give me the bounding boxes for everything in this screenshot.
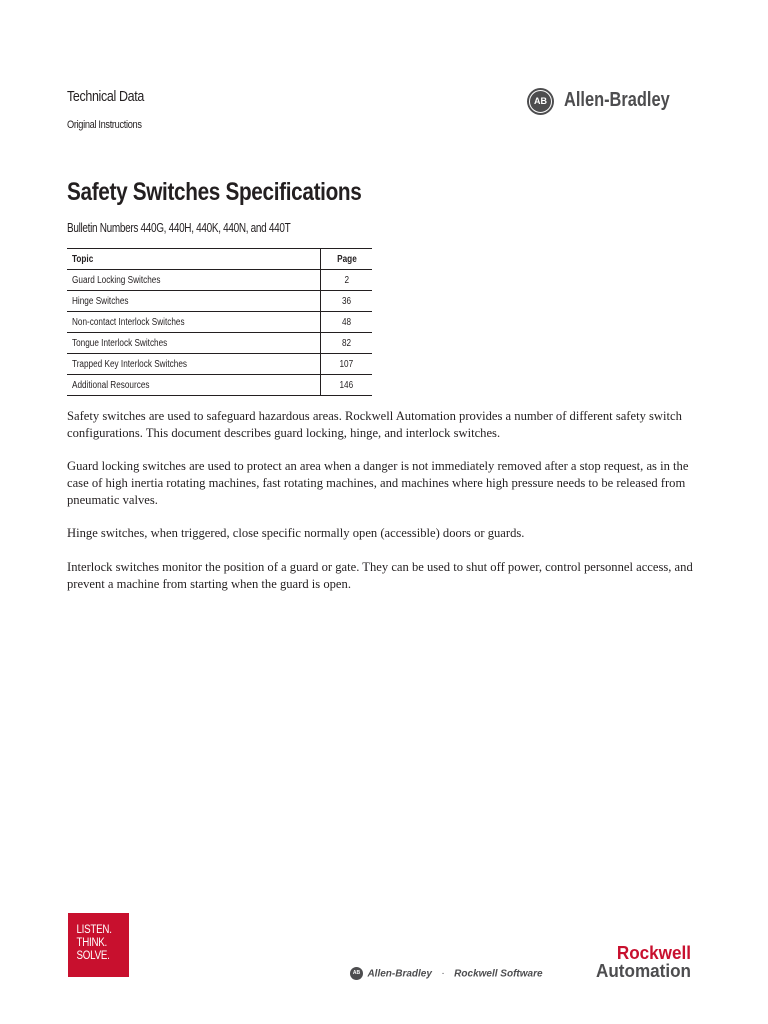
toc-row[interactable] xyxy=(67,312,372,333)
ab-badge-ring xyxy=(529,90,552,113)
slogan-line: SOLVE. xyxy=(76,950,110,962)
toc-page[interactable]: 48 xyxy=(321,312,373,333)
footer-brands xyxy=(350,965,543,981)
intro-paragraph: Safety switches are used to safeguard hazardous areas. Rockwell Automation provides a number of different safety switch configurations. This document describes guard locking, hinge, and interlock switches. xyxy=(67,409,682,440)
document-type: Technical Data xyxy=(67,89,144,105)
toc-topic[interactable]: Additional Resources xyxy=(67,375,321,396)
rockwell-automation-logo xyxy=(557,944,691,980)
slogan-line: LISTEN. xyxy=(76,924,112,936)
footer-separator: · xyxy=(441,968,445,980)
allen-bradley-logo xyxy=(527,86,697,118)
toc-topic[interactable]: Guard Locking Switches xyxy=(67,270,321,291)
toc-page[interactable]: 2 xyxy=(321,270,373,291)
document-subtype: Original Instructions xyxy=(67,119,142,131)
ab-badge-icon: AB xyxy=(350,967,363,980)
company-name-line-1: Rockwell xyxy=(616,943,691,963)
hinge-paragraph: Hinge switches, when triggered, close specific normally open (accessible) doors or guards. xyxy=(67,526,525,540)
company-name-line-2: Automation xyxy=(596,961,691,981)
page-title: Safety Switches Specifications xyxy=(67,178,362,206)
footer-brand-rockwell-software: Rockwell Software xyxy=(454,968,543,980)
toc-row[interactable] xyxy=(67,333,372,354)
toc-topic[interactable]: Hinge Switches xyxy=(67,291,321,312)
bulletin-numbers: Bulletin Numbers 440G, 440H, 440K, 440N, and 440T xyxy=(67,221,291,235)
guard-locking-paragraph: Guard locking switches are used to protect an area when a danger is not immediately removed after a stop request, as in the case of high inertia rotating machines, fast rotating machines, and machines where high pressure needs to be released from pneumatic valves. xyxy=(67,459,689,507)
toc-page[interactable]: 107 xyxy=(321,354,373,375)
table-of-contents xyxy=(67,248,372,396)
slogan-line: THINK. xyxy=(76,937,108,949)
toc-header-topic: Topic xyxy=(67,249,321,270)
toc-row[interactable] xyxy=(67,270,372,291)
toc-page[interactable]: 36 xyxy=(321,291,373,312)
toc-row[interactable] xyxy=(67,375,372,396)
ab-badge-text: AB xyxy=(534,96,547,106)
interlock-paragraph: Interlock switches monitor the position of a guard or gate. They can be used to shut off power, control personnel access, and prevent a machine from starting when the guard is open. xyxy=(67,560,693,591)
toc-topic[interactable]: Tongue Interlock Switches xyxy=(67,333,321,354)
brand-name: Allen-Bradley xyxy=(564,89,670,111)
toc-header-page: Page xyxy=(321,249,373,270)
footer-brand-allen-bradley: Allen-Bradley xyxy=(367,968,432,980)
toc-header-row xyxy=(67,249,372,270)
toc-topic[interactable]: Non-contact Interlock Switches xyxy=(67,312,321,333)
ab-badge-icon xyxy=(527,88,554,115)
toc-row[interactable] xyxy=(67,354,372,375)
toc-page[interactable]: 146 xyxy=(321,375,373,396)
listen-think-solve-logo xyxy=(68,913,129,977)
toc-topic[interactable]: Trapped Key Interlock Switches xyxy=(67,354,321,375)
toc-page[interactable]: 82 xyxy=(321,333,373,354)
toc-row[interactable] xyxy=(67,291,372,312)
